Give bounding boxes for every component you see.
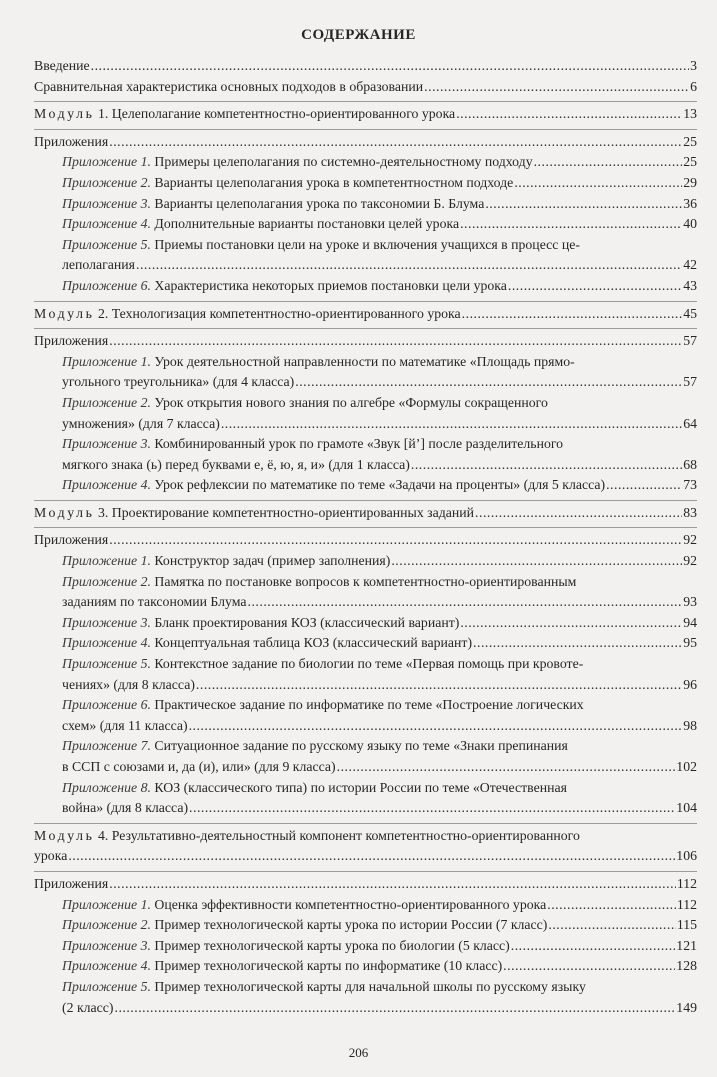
module-label: Модуль: [34, 827, 95, 843]
appendix-title: Урок открытия нового знания по алгебре «Формулы сокращенного: [150, 394, 548, 410]
appendix-title: Комбинированный урок по грамоте «Звук [й’] после разделительного: [150, 436, 564, 452]
entry-page-number: 94: [683, 614, 697, 630]
appendix-title: Пример технологической карты для начальной школы по русскому языку: [150, 978, 586, 994]
appendix-entry[interactable]: [34, 214, 697, 235]
appendix-label: Приложение 5.: [62, 236, 151, 252]
appendices-heading[interactable]: [34, 132, 697, 153]
appendix-entry-last-line[interactable]: [62, 255, 697, 276]
entry-page-number: 6: [690, 78, 697, 94]
dot-leader: [514, 173, 682, 194]
appendix-label: Приложение 4.: [62, 635, 151, 651]
appendix-entry[interactable]: [34, 936, 697, 957]
section-divider: [34, 823, 697, 824]
dot-leader: [109, 331, 682, 352]
dot-leader: [248, 592, 683, 613]
module-title: 4. Результативно-деятельностный компонент компетентностно-ориентированного: [94, 827, 580, 843]
appendix-title: Памятка по постановке вопросов к компетентностно-ориентированным: [150, 573, 577, 589]
entry-page-number: 115: [676, 917, 697, 933]
appendix-title-end: схем» (для 11 класса): [62, 717, 188, 733]
entry-text: [62, 956, 502, 977]
toc-entry[interactable]: [34, 77, 697, 98]
entry-text: [62, 475, 605, 496]
appendix-label: Приложение 3.: [62, 195, 151, 211]
dot-leader: [485, 194, 682, 215]
appendix-entry-last-line[interactable]: [62, 998, 697, 1019]
appendices-title: Приложения: [34, 532, 109, 548]
entry-text: [34, 874, 108, 895]
dot-leader: [189, 798, 675, 819]
appendix-title: Дополнительные варианты постановки целей урока: [150, 216, 460, 232]
dot-leader: [68, 846, 675, 867]
entry-text: [62, 173, 513, 194]
appendix-title: Варианты целеполагания урока в компетентностном подходе: [150, 174, 514, 190]
entry-line: [62, 695, 697, 716]
appendix-entry-last-line[interactable]: [62, 757, 697, 778]
dot-leader: [462, 304, 683, 325]
entry-page-number: 106: [676, 848, 697, 864]
entry-page-number: 13: [683, 106, 697, 122]
appendix-entry[interactable]: [34, 654, 697, 695]
module-label: Модуль: [34, 305, 95, 321]
appendix-label: Приложение 2.: [62, 174, 151, 190]
appendix-title-end: (2 класс): [62, 999, 114, 1015]
appendix-title: Варианты целеполагания урока по таксономии Б. Блума: [150, 195, 485, 211]
entry-page-number: 128: [676, 958, 697, 974]
dot-leader: [548, 915, 675, 936]
appendix-entry[interactable]: [34, 393, 697, 434]
appendix-entry-last-line[interactable]: [62, 716, 697, 737]
entry-page-number: 68: [683, 456, 697, 472]
entry-text: [34, 104, 455, 125]
appendices-heading[interactable]: [34, 331, 697, 352]
section-divider: [34, 500, 697, 501]
appendix-title: Бланк проектирования КОЗ (классический вариант): [150, 614, 460, 630]
dot-leader: [508, 276, 682, 297]
appendix-entry[interactable]: [34, 633, 697, 654]
entry-page-number: 83: [683, 504, 697, 520]
entry-page-number: 112: [676, 875, 697, 891]
entry-text: [62, 613, 459, 634]
appendices-heading[interactable]: [34, 874, 697, 895]
appendix-label: Приложение 4.: [62, 477, 151, 493]
entry-text: [34, 530, 108, 551]
entry-text: [62, 716, 188, 737]
appendix-title: Оценка эффективности компетентностно-ориентированного урока: [150, 896, 547, 912]
entry-text: [62, 255, 135, 276]
appendix-entry[interactable]: [34, 613, 697, 634]
appendix-title: Пример технологической карты урока по истории России (7 класс): [150, 917, 548, 933]
entry-page-number: 149: [676, 999, 697, 1015]
appendix-title-end: заданиям по таксономии Блума: [62, 594, 247, 610]
entry-page-number: 92: [683, 532, 697, 548]
module-heading[interactable]: [34, 304, 697, 325]
entry-page-number: 121: [676, 937, 697, 953]
entry-text: [62, 276, 507, 297]
dot-leader: [503, 956, 675, 977]
appendix-entry[interactable]: [34, 475, 697, 496]
appendix-label: Приложение 5.: [62, 656, 151, 672]
entry-text: [34, 846, 67, 867]
dot-leader: [109, 132, 682, 153]
toc-entry[interactable]: [34, 56, 697, 77]
entry-text: [62, 675, 195, 696]
appendix-entry[interactable]: [34, 276, 697, 297]
appendix-title: КОЗ (классического типа) по истории России по теме «Отечественная: [150, 779, 567, 795]
appendix-title: Ситуационное задание по русскому языку по теме «Знаки препинания: [150, 738, 568, 754]
entry-text: [62, 152, 533, 173]
entry-line: [62, 235, 697, 256]
appendix-label: Приложение 1.: [62, 553, 151, 569]
entry-page-number: 43: [683, 277, 697, 293]
dot-leader: [295, 372, 682, 393]
entry-text: [62, 936, 510, 957]
dot-leader: [606, 475, 682, 496]
entry-page-number: 104: [676, 800, 697, 816]
entry-text: [62, 895, 546, 916]
appendix-title: Пример технологической карты по информатике (10 класс): [150, 958, 503, 974]
appendix-label: Приложение 4.: [62, 958, 151, 974]
appendices-title: Приложения: [34, 875, 109, 891]
appendix-entry[interactable]: [34, 434, 697, 475]
appendix-label: Приложение 4.: [62, 216, 151, 232]
section-divider: [34, 129, 697, 130]
entry-text: [62, 414, 220, 435]
dot-leader: [547, 895, 676, 916]
appendix-entry[interactable]: [34, 895, 697, 916]
appendix-entry-last-line[interactable]: [62, 372, 697, 393]
module-label: Модуль: [34, 504, 95, 520]
appendix-label: Приложение 2.: [62, 917, 151, 933]
dot-leader: [221, 414, 682, 435]
appendix-title: Контекстное задание по биологии по теме «Первая помощь при кровоте-: [150, 656, 584, 672]
entry-page-number: 40: [683, 216, 697, 232]
entry-text: [62, 455, 410, 476]
section-divider: [34, 527, 697, 528]
entry-page-number: 95: [683, 635, 697, 651]
appendix-entry-last-line[interactable]: [62, 455, 697, 476]
dot-leader: [424, 77, 689, 98]
entry-line: [34, 826, 697, 847]
entry-page-number: 64: [683, 415, 697, 431]
appendix-entry[interactable]: [34, 194, 697, 215]
module-title: 1. Целеполагание компетентностно-ориентированного урока: [94, 106, 456, 122]
entry-text: [34, 132, 108, 153]
entry-page-number: 42: [683, 257, 697, 273]
dot-leader: [136, 255, 682, 276]
appendix-title-end: леполагания: [62, 257, 136, 273]
dot-leader: [460, 214, 682, 235]
appendix-label: Приложение 6.: [62, 697, 151, 713]
appendices-title: Приложения: [34, 333, 109, 349]
dot-leader: [456, 104, 682, 125]
entry-line: [62, 977, 697, 998]
module-heading-last-line[interactable]: [34, 846, 697, 867]
appendix-entry[interactable]: [34, 736, 697, 777]
appendices-heading[interactable]: [34, 530, 697, 551]
table-of-contents: [34, 56, 697, 1018]
section-divider: [34, 101, 697, 102]
appendices-title: Приложения: [34, 133, 109, 149]
entry-text: [34, 56, 90, 77]
appendix-title: Характеристика некоторых приемов постановки цели урока: [150, 277, 507, 293]
appendix-title: Примеры целеполагания по системно-деятельностному подходу: [150, 154, 533, 170]
appendix-title: Урок рефлексии по математике по теме «Задачи на проценты» (для 5 класса): [150, 477, 606, 493]
entry-text: [62, 592, 247, 613]
entry-line: [62, 654, 697, 675]
entry-line: [62, 352, 697, 373]
entry-page-number: 57: [683, 333, 697, 349]
dot-leader: [91, 56, 689, 77]
entry-title: Сравнительная характеристика основных подходов в образовании: [34, 78, 424, 94]
entry-text: [62, 633, 472, 654]
dot-leader: [511, 936, 676, 957]
section-divider: [34, 328, 697, 329]
entry-page-number: 25: [683, 154, 697, 170]
dot-leader: [411, 455, 682, 476]
entry-text: [34, 331, 108, 352]
appendix-title-end: умножения» (для 7 класса): [62, 415, 220, 431]
entry-line: [62, 736, 697, 757]
appendix-label: Приложение 1.: [62, 896, 151, 912]
entry-text: [62, 372, 294, 393]
dot-leader: [189, 716, 683, 737]
appendix-label: Приложение 2.: [62, 573, 151, 589]
appendix-entry-last-line[interactable]: [62, 798, 697, 819]
entry-text: [34, 503, 474, 524]
entry-page-number: 73: [683, 477, 697, 493]
entry-page-number: 25: [683, 133, 697, 149]
entry-text: [62, 757, 336, 778]
dot-leader: [475, 503, 682, 524]
entry-page-number: 92: [683, 553, 697, 569]
appendix-title: Практическое задание по информатике по теме «Построение логических: [150, 697, 584, 713]
entry-page-number: 45: [683, 305, 697, 321]
entry-text: [62, 214, 459, 235]
entry-page-number: 93: [683, 594, 697, 610]
appendix-entry-last-line[interactable]: [62, 592, 697, 613]
entry-text: [34, 304, 461, 325]
appendix-title: Урок деятельностной направленности по математике «Площадь прямо-: [150, 353, 575, 369]
module-heading[interactable]: [34, 104, 697, 125]
entry-title: Введение: [34, 58, 90, 73]
appendix-entry[interactable]: [34, 915, 697, 936]
appendix-entry[interactable]: [34, 778, 697, 819]
dot-leader: [391, 551, 682, 572]
appendix-label: Приложение 7.: [62, 738, 151, 754]
appendix-entry[interactable]: [34, 551, 697, 572]
appendix-label: Приложение 3.: [62, 937, 151, 953]
appendix-entry-last-line[interactable]: [62, 414, 697, 435]
dot-leader: [109, 530, 682, 551]
appendix-title-end: в ССП с союзами и, да (и), или» (для 9 класса): [62, 759, 336, 774]
module-heading[interactable]: [34, 503, 697, 524]
section-divider: [34, 301, 697, 302]
module-title: 3. Проектирование компетентностно-ориентированных заданий: [94, 504, 475, 520]
entry-text: [62, 798, 188, 819]
entry-line: [62, 572, 697, 593]
appendix-title: Пример технологической карты урока по биологии (5 класс): [150, 937, 510, 953]
appendix-title: Приемы постановки цели на уроке и включения учащихся в процесс це-: [150, 236, 580, 252]
entry-text: [62, 915, 547, 936]
entry-page-number: 36: [683, 195, 697, 211]
appendix-title-end: чениях» (для 8 класса): [62, 676, 195, 692]
appendix-entry-last-line[interactable]: [62, 675, 697, 696]
appendix-label: Приложение 5.: [62, 978, 151, 994]
entry-line: [62, 778, 697, 799]
dot-leader: [109, 874, 676, 895]
appendix-entry[interactable]: [34, 352, 697, 393]
section-divider: [34, 871, 697, 872]
appendix-label: Приложение 2.: [62, 394, 151, 410]
appendix-entry[interactable]: [34, 977, 697, 1018]
appendix-label: Приложение 1.: [62, 154, 151, 170]
entry-text: [62, 194, 484, 215]
dot-leader: [337, 757, 676, 778]
module-title-end: урока: [34, 848, 68, 864]
appendix-entry[interactable]: [34, 173, 697, 194]
appendix-title-end: угольного треугольника» (для 4 класса): [62, 374, 295, 390]
entry-text: [62, 998, 114, 1019]
entry-page-number: 57: [683, 374, 697, 390]
dot-leader: [196, 675, 682, 696]
dot-leader: [460, 613, 682, 634]
entry-text: [62, 551, 390, 572]
appendix-entry[interactable]: [34, 695, 697, 736]
appendix-label: Приложение 3.: [62, 436, 151, 452]
appendix-title: Конструктор задач (пример заполнения): [150, 553, 391, 569]
appendix-entry[interactable]: [34, 956, 697, 977]
appendix-title-end: война» (для 8 класса): [62, 800, 189, 816]
entry-line: [62, 434, 697, 455]
entry-page-number: 96: [683, 676, 697, 692]
entry-line: [62, 393, 697, 414]
appendix-label: Приложение 1.: [62, 353, 151, 369]
entry-text: [34, 77, 423, 98]
appendix-entry[interactable]: [34, 572, 697, 613]
module-title: 2. Технологизация компетентностно-ориентированного урока: [94, 305, 461, 321]
entry-page-number: 112: [676, 896, 697, 912]
appendix-entry[interactable]: [34, 152, 697, 173]
module-heading[interactable]: [34, 826, 697, 867]
entry-page-number: 29: [683, 174, 697, 190]
dot-leader: [115, 998, 676, 1019]
page-title: СОДЕРЖАНИЕ: [301, 27, 416, 43]
appendix-title: Концептуальная таблица КОЗ (классический вариант): [150, 635, 473, 651]
page-number: 206: [348, 1045, 369, 1060]
entry-page-number: 3: [690, 58, 697, 73]
appendix-title-end: мягкого знака (ь) перед буквами е, ё, ю, я, и» (для 1 класса): [62, 456, 410, 472]
entry-page-number: 98: [683, 717, 697, 733]
appendix-label: Приложение 8.: [62, 779, 151, 795]
dot-leader: [534, 152, 683, 173]
entry-page-number: 102: [676, 759, 697, 774]
appendix-entry[interactable]: [34, 235, 697, 276]
module-label: Модуль: [34, 106, 95, 122]
appendix-label: Приложение 6.: [62, 277, 151, 293]
appendix-label: Приложение 3.: [62, 614, 151, 630]
dot-leader: [473, 633, 682, 654]
